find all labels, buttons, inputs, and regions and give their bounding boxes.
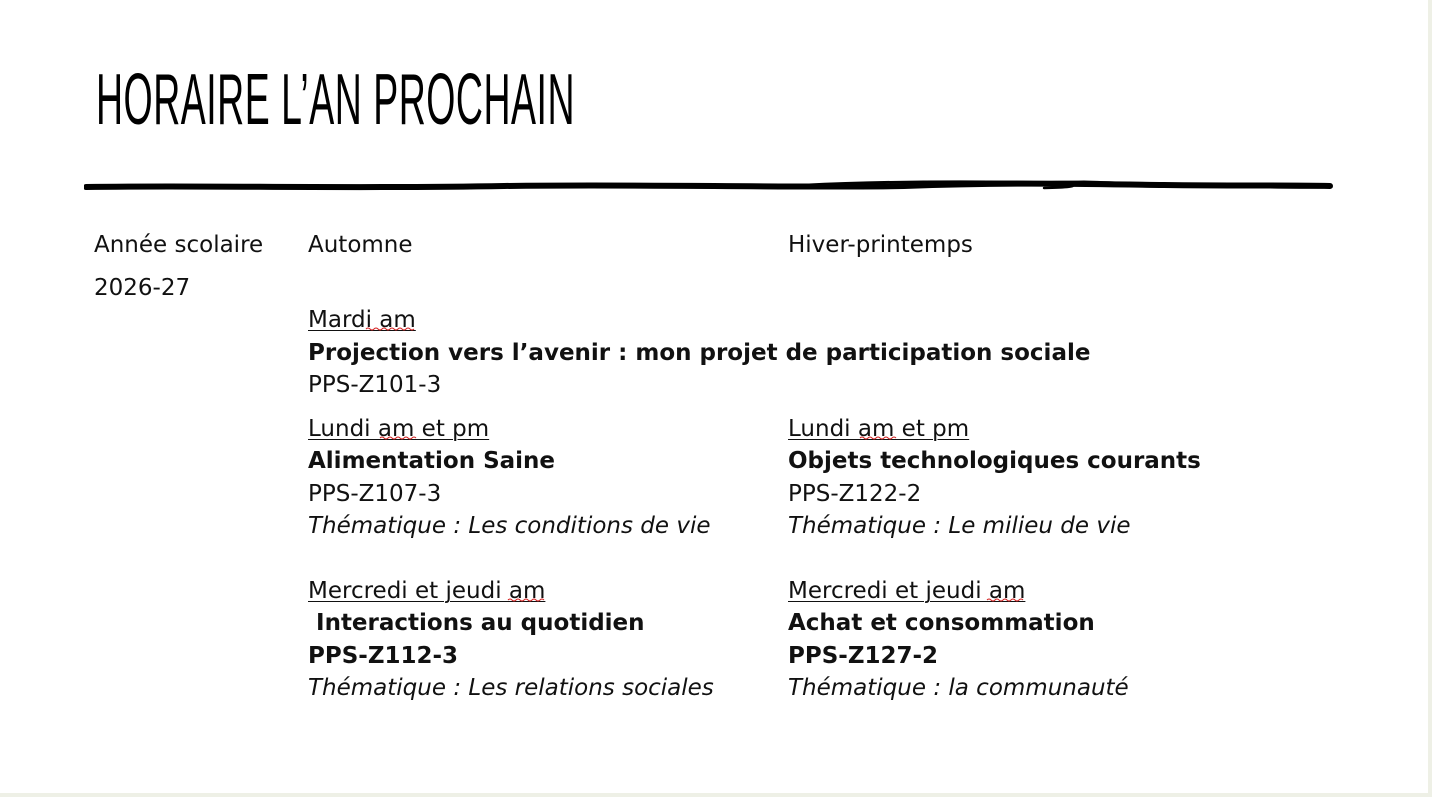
winter-course-title: Objets technologiques courants (788, 448, 1201, 474)
autumn-course-theme: Thématique : Les relations sociales (308, 675, 714, 701)
spellcheck-underline (860, 436, 898, 440)
spellcheck-underline (987, 598, 1025, 602)
autumn-course-day: Mercredi et jeudi am (308, 578, 546, 604)
autumn-course-code: PPS-Z112-3 (308, 643, 459, 669)
winter-course-code: PPS-Z122-2 (788, 481, 922, 507)
autumn-course-title: Alimentation Saine (308, 448, 556, 474)
spellcheck-underline (508, 598, 546, 602)
spellcheck-underline (366, 327, 416, 331)
winter-course-day: Mercredi et jeudi am (788, 578, 1026, 604)
school-year-value: 2026-27 (94, 275, 191, 301)
full-year-course: Projection vers l’avenir : mon projet de participation sociale (308, 340, 1091, 366)
column-header-autumn: Automne (308, 232, 413, 258)
winter-course-theme: Thématique : la communauté (788, 675, 1129, 701)
winter-course-theme: Thématique : Le milieu de vie (788, 513, 1131, 539)
winter-course-code: PPS-Z127-2 (788, 643, 939, 669)
column-header-winter-spring: Hiver-printemps (788, 232, 973, 258)
winter-course-day: Lundi am et pm (788, 416, 970, 442)
autumn-course-title: Interactions au quotidien (308, 610, 645, 636)
full-year-day: Mardi am (308, 307, 416, 333)
school-year-label: Année scolaire (94, 232, 264, 258)
spellcheck-underline (380, 436, 418, 440)
autumn-course-code: PPS-Z107-3 (308, 481, 442, 507)
winter-course-title: Achat et consommation (788, 610, 1095, 636)
brush-divider (84, 176, 1336, 200)
autumn-course-day: Lundi am et pm (308, 416, 490, 442)
full-year-code: PPS-Z101-3 (308, 372, 442, 398)
page-title: HORAIRE L’AN PROCHAIN (96, 60, 576, 140)
autumn-course-theme: Thématique : Les conditions de vie (308, 513, 711, 539)
